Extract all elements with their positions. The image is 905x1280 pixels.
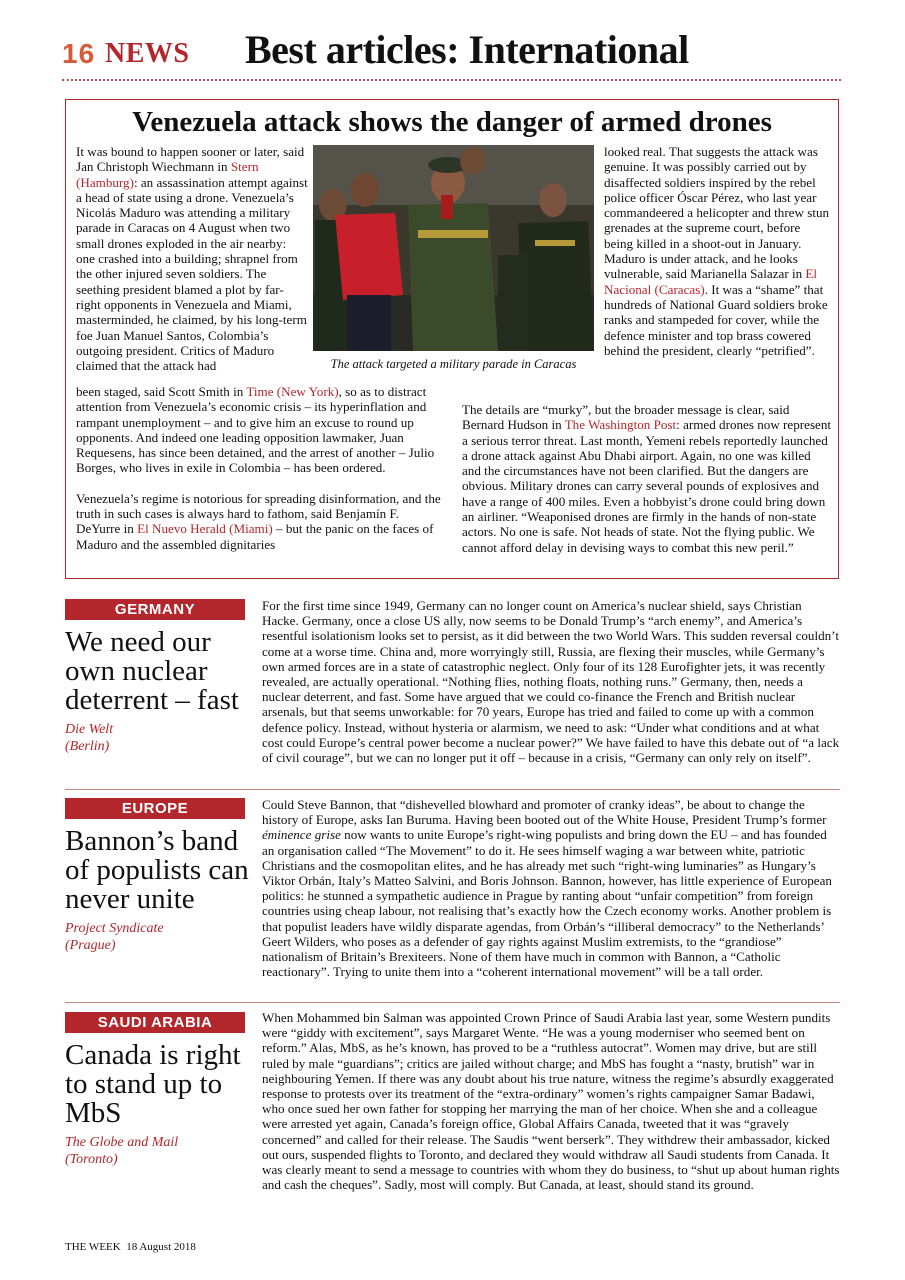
source-name: Project Syndicate	[65, 921, 164, 936]
lead-column-a-continued	[76, 384, 446, 552]
section-tag-saudi-arabia: SAUDI ARABIA	[65, 1012, 245, 1033]
source-link-time[interactable]: Time (New York)	[246, 384, 339, 399]
section-divider	[65, 789, 840, 790]
headline-europe: Bannon’s band of populists can never unite	[65, 825, 249, 915]
text: , so as to distract attention from Venezuela’s economic crisis – its hyperinflation and rampant unemployment – and to give him an excuse to round up opponents. And indeed one leading opposition lawmaker, Juan Requesens, has since been detained, and the arrest of another – Julio Borges, who lives in exile in Colombia – has been ordered.	[76, 384, 435, 476]
source-link-el-nuevo-herald[interactable]: El Nuevo Herald (Miami)	[137, 521, 273, 537]
section-tag-europe: EUROPE	[65, 798, 245, 819]
footer-publication: THE WEEK	[65, 1241, 121, 1253]
text: been staged, said Scott Smith in	[76, 384, 247, 399]
source-link-washington-post[interactable]: The Washington Post	[564, 417, 677, 433]
source-city: (Prague)	[65, 938, 116, 953]
section-label: NEWS	[105, 38, 190, 69]
source-name: The Globe and Mail	[65, 1135, 179, 1150]
text: – but the panic on the faces of Maduro and the assembled dignitaries	[76, 521, 434, 552]
text: looked real. That suggests the attack was genuine. It was possibly carried out by disaffected soldiers inspired by the rebel police officer Óscar Pérez, who last year commandeered a helicopter and threw stun grenades at the supreme court, before being killed in a shoot-out in January. Maduro is under attack, and he looks vulnerable, said Marianella Salazar in	[604, 144, 830, 282]
body-saudi-arabia: When Mohammed bin Salman was appointed Crown Prince of Saudi Arabia last year, some Western pundits were “giddy with excitement”, says Margaret Wente. “He was a young moderniser who seemed bent on reform.” Alas, MbS, as he’s known, has proved to be a “ruthless autocrat”. Women may drive, but are still ruled by male “guardians”; critics are jailed without charge; and MbS has fought a “nasty, brutish” war in neighbouring Yemen. If there was any doubt about his true nature, witness the regime’s absurdly exaggerated response to protests over its treatment of the “extra-ordinary” women’s rights campaigner Samar Badawi, who once sued her own father for stopping her marrying the man of her choice. When she and a colleague were arrested yet again, Canada’s foreign office, Global Affairs Canada, tweeted that it was “gravely concerned” and called for their release. The Saudis “went berserk”. They withdrew their ambassador, kicked out ours, suspended flights to Toronto, and declared they would withdraw all Saudi students from Canada. It was clearly meant to send a message to countries with whom they do business, to “shut up about human rights and cash the cheques”. Sadly, most will comply. But Canada, at least, should stand its ground.	[262, 1010, 840, 1193]
source-saudi-arabia	[65, 1134, 245, 1168]
text: : armed drones now represent a serious terror threat. Last month, Yemeni rebels reportedly launched a drone attack against Abu Dhabi airport. Again, no one was killed and the circumstances have not been clarified. But the dangers are obvious. Military drones can carry several pounds of explosives and have a range of 400 miles. Even a hobbyist’s drone could bring down an airliner. “Weaponised drones are firmly in the hands of non-state actors. No one is safe. Not heads of state. Not the flying public. We cannot afford delay in devising ways to combat this new peril.”	[462, 417, 832, 555]
section-divider	[65, 1002, 840, 1003]
text: Could Steve Bannon, that “dishevelled blowhard and promoter of cranky ideas”, be about to change the history of Europe, asks Ian Buruma. Having been booted out of the White House, President Trump’s former	[262, 797, 827, 828]
header-rule	[62, 79, 841, 81]
lead-photo	[313, 145, 594, 351]
headline-saudi-arabia: Canada is right to stand up to MbS	[65, 1039, 241, 1129]
footer	[65, 1241, 196, 1253]
headline-germany: We need our own nuclear deterrent – fast	[65, 626, 239, 716]
page-title: Best articles: International	[245, 27, 689, 72]
source-name: Die Welt	[65, 722, 114, 737]
source-germany	[65, 721, 245, 755]
text: Venezuela’s regime is notorious for spreading disinformation, and the truth in such cases is always hard to fathom, said Benjamín F. DeYurre in	[76, 490, 441, 537]
page-number: 16	[62, 38, 96, 69]
lead-column-c	[462, 402, 832, 555]
section-tag-germany: GERMANY	[65, 599, 245, 620]
source-city: (Toronto)	[65, 1152, 118, 1167]
footer-date: 18 August 2018	[126, 1241, 196, 1253]
source-link-stern[interactable]: Stern (Hamburg)	[76, 159, 259, 190]
text-emphasis: éminence grise	[262, 827, 341, 843]
photo-caption: The attack targeted a military parade in Caracas	[330, 357, 577, 371]
source-city: (Berlin)	[65, 739, 110, 754]
lead-headline: Venezuela attack shows the danger of armed drones	[132, 106, 772, 138]
lead-column-a	[76, 144, 308, 373]
source-link-el-nacional[interactable]: El Nacional (Caracas)	[604, 266, 818, 297]
body-germany: For the first time since 1949, Germany can no longer count on America’s nuclear shield, says Christian Hacke. Germany, once a close US ally, now seems to be Donald Trump’s “arch enemy”, and America’s resentful isolationism looks set to persist, as it did between the two World Wars. This sudden reversal couldn’t come at a worse time. China and, more worryingly still, Russia, are flexing their muscles, while Germany’s own armed forces are in a state of catastrophic neglect. Only four of its 128 Eurofighter jets, it was recently revealed, are actually operational. “Nothing flies, nothing floats, nothing runs.” Germany, then, needs a nuclear deterrent, and fast. Some have argued that we could co-finance the French and British nuclear arsenals, but that seems unworkable: for 70 years, Europe has tried and failed to come up with a common defence policy. Instead, without hysteria or alarmism, we need to ask: “Under what conditions and at what cost could Europe’s central power become a nuclear power?” We have failed to have this debate out of “a lack of civil courage”, but we can no longer put it off – because in a crisis, “Germany can only rely on itself”.	[262, 598, 840, 766]
text: It was bound to happen sooner or later, said Jan Christoph Wiechmann in	[76, 144, 305, 175]
text: : an assassination attempt against a head of state using a drone. Venezuela’s Nicolás Maduro was attending a military parade in Caracas on 4 August when two small drones exploded in the air nearby: one crashed into a building; shrapnel from the other injured seven soldiers. The seething president blamed a plot by far-right opponents in Venezuela and Miami, masterminded, he claimed, by his long-term foe Juan Manuel Santos, Colombia’s outgoing president. Critics of Maduro claimed that the attack had	[76, 174, 308, 374]
parade-photo-illustration	[313, 145, 594, 351]
text: The details are “murky”, but the broader message is clear, said Bernard Hudson in	[462, 402, 790, 433]
body-europe	[262, 797, 840, 979]
source-europe	[65, 920, 245, 954]
lead-column-b	[604, 144, 830, 358]
text: . It was a “shame” that hundreds of National Guard soldiers broke ranks and stampeded for cover, while the defence minister and top brass cowered behind the president, clearly “petrified”.	[604, 281, 828, 358]
text: now wants to unite Europe’s right-wing populists and bring down the EU – and has founded an organisation called “The Movement” to do it. He sees himself waging a war between white, patriotic Christians and the cosmopolitan elites, and he has already met such “right-wing luminaries” as Hungary’s Viktor Orbán, Italy’s Matteo Salvini, and Boris Johnson. Bannon, however, has little experience of European politics: he stunned a sympathetic audience in Prague by ranting about “unfair competition” from foreign countries using cheap labour, not realising that’s exactly how the Czech economy works. Another problem is that populist leaders have wildly disparate agendas, from Orbán’s “illiberal democracy” to the Netherlands’ Geert Wilders, who poses as a defender of gay rights against Muslim extremists, to the “grandiose” nationalism of Britain’s Brexiteers. None of them have much in common with Bannon, a “Catholic reactionary”. Trying to unite them into a “coherent international movement” will be a tall order.	[262, 827, 832, 980]
